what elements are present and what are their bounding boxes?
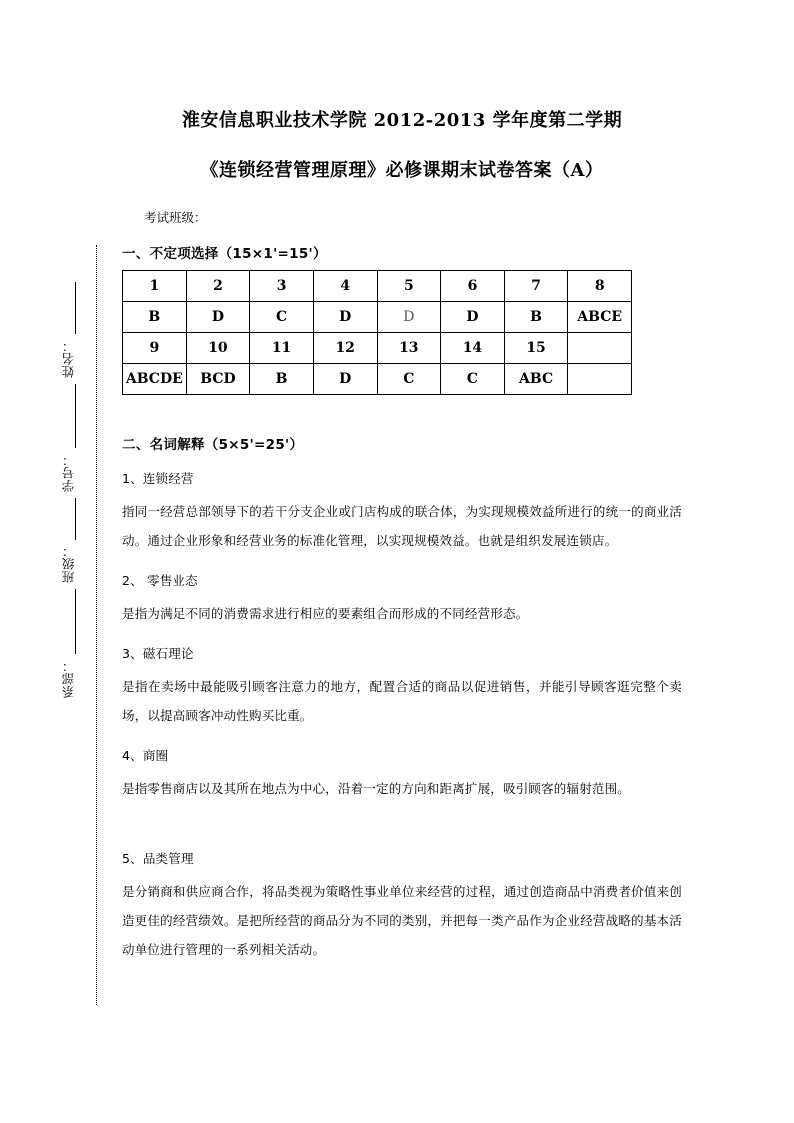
seal-rule-name bbox=[75, 282, 76, 334]
seal-dotted-line bbox=[96, 245, 97, 1005]
term-1 bbox=[122, 469, 682, 555]
answer-cell: D bbox=[441, 302, 505, 333]
term-4 bbox=[122, 746, 682, 803]
question-number-cell: 10 bbox=[186, 333, 250, 364]
term-3 bbox=[122, 644, 682, 730]
answer-cell: B bbox=[250, 364, 314, 395]
document-body bbox=[122, 0, 682, 964]
seal-field-name: 姓名： bbox=[61, 339, 76, 378]
page-title-line-2: 《连锁经营管理原理》必修课期末试卷答案（A） bbox=[200, 160, 604, 181]
exam-class-label: 考试班级： bbox=[144, 210, 207, 225]
answer-cell: D bbox=[377, 302, 441, 333]
question-number-cell: 7 bbox=[504, 271, 568, 302]
answer-cell: B bbox=[504, 302, 568, 333]
table-row bbox=[123, 333, 632, 364]
question-number-cell: 1 bbox=[123, 271, 187, 302]
question-number-cell bbox=[568, 333, 632, 364]
answer-cell: ABCE bbox=[568, 302, 632, 333]
term-2-title: 2、 零售业态 bbox=[122, 573, 198, 588]
answer-cell: C bbox=[441, 364, 505, 395]
page-title-line-1: 淮安信息职业技术学院 2012-2013 学年度第二学期 bbox=[181, 110, 623, 131]
question-number-cell: 9 bbox=[123, 333, 187, 364]
answer-cell: D bbox=[313, 302, 377, 333]
term-1-body: 指同一经营总部领导下的若干分支企业或门店构成的联合体，为实现规模效益所进行的统一的商业活动。通过企业形象和经营业务的标准化管理，以实现规模效益。也就是组织发展连锁店。 bbox=[122, 504, 682, 548]
question-number-cell: 2 bbox=[186, 271, 250, 302]
answer-cell: B bbox=[123, 302, 187, 333]
question-number-cell: 14 bbox=[441, 333, 505, 364]
table-row bbox=[123, 271, 632, 302]
question-number-cell: 5 bbox=[377, 271, 441, 302]
answer-cell: C bbox=[250, 302, 314, 333]
term-4-title: 4、商圈 bbox=[122, 748, 169, 763]
term-5-body: 是分销商和供应商合作，将品类视为策略性事业单位来经营的过程，通过创造商品中消费者价值来创造更佳的经营绩效。是把所经营的商品分为不同的类别，并把每一类产品作为企业经营战略的基本活动单位进行管理的一系列相关活动。 bbox=[122, 884, 682, 957]
seal-rule-student-id bbox=[75, 384, 76, 448]
answer-cell bbox=[568, 364, 632, 395]
seal-field-student-id: 学号： bbox=[61, 453, 76, 492]
question-number-cell: 15 bbox=[504, 333, 568, 364]
seal-rule-class bbox=[75, 498, 76, 540]
answer-cell: D bbox=[313, 364, 377, 395]
term-spacer bbox=[122, 803, 682, 833]
answer-cell: ABCDE bbox=[123, 364, 187, 395]
seal-field-class: 班级： bbox=[61, 544, 76, 583]
section-heading-one: 一、不定项选择（15×1'=15'） bbox=[122, 246, 327, 262]
term-4-body: 是指零售商店以及其所在地点为中心，沿着一定的方向和距离扩展，吸引顾客的辐射范围。 bbox=[122, 781, 631, 796]
term-1-title: 1、连锁经营 bbox=[122, 471, 194, 486]
table-row bbox=[123, 364, 632, 395]
table-row bbox=[123, 302, 632, 333]
term-5 bbox=[122, 849, 682, 964]
answer-cell: BCD bbox=[186, 364, 250, 395]
term-2-body: 是指为满足不同的消费需求进行相应的要素组合而形成的不同经营形态。 bbox=[122, 606, 529, 621]
seal-field-department: 系部： bbox=[61, 659, 76, 698]
answer-key-table bbox=[122, 270, 632, 395]
question-number-cell: 13 bbox=[377, 333, 441, 364]
question-number-cell: 3 bbox=[250, 271, 314, 302]
answer-cell: C bbox=[377, 364, 441, 395]
term-3-body: 是指在卖场中最能吸引顾客注意力的地方，配置合适的商品以促进销售，并能引导顾客逛完整个卖场，以提高顾客冲动性购买比重。 bbox=[122, 679, 682, 723]
question-number-cell: 6 bbox=[441, 271, 505, 302]
section-heading-two: 二、名词解释（5×5'=25'） bbox=[122, 437, 304, 453]
term-3-title: 3、磁石理论 bbox=[122, 646, 194, 661]
answer-cell: ABC bbox=[504, 364, 568, 395]
seal-margin bbox=[0, 0, 118, 1123]
term-2 bbox=[122, 571, 682, 628]
question-number-cell: 12 bbox=[313, 333, 377, 364]
seal-rule-department bbox=[75, 589, 76, 654]
question-number-cell: 11 bbox=[250, 333, 314, 364]
answer-cell: D bbox=[186, 302, 250, 333]
question-number-cell: 8 bbox=[568, 271, 632, 302]
question-number-cell: 4 bbox=[313, 271, 377, 302]
term-5-title: 5、品类管理 bbox=[122, 851, 194, 866]
